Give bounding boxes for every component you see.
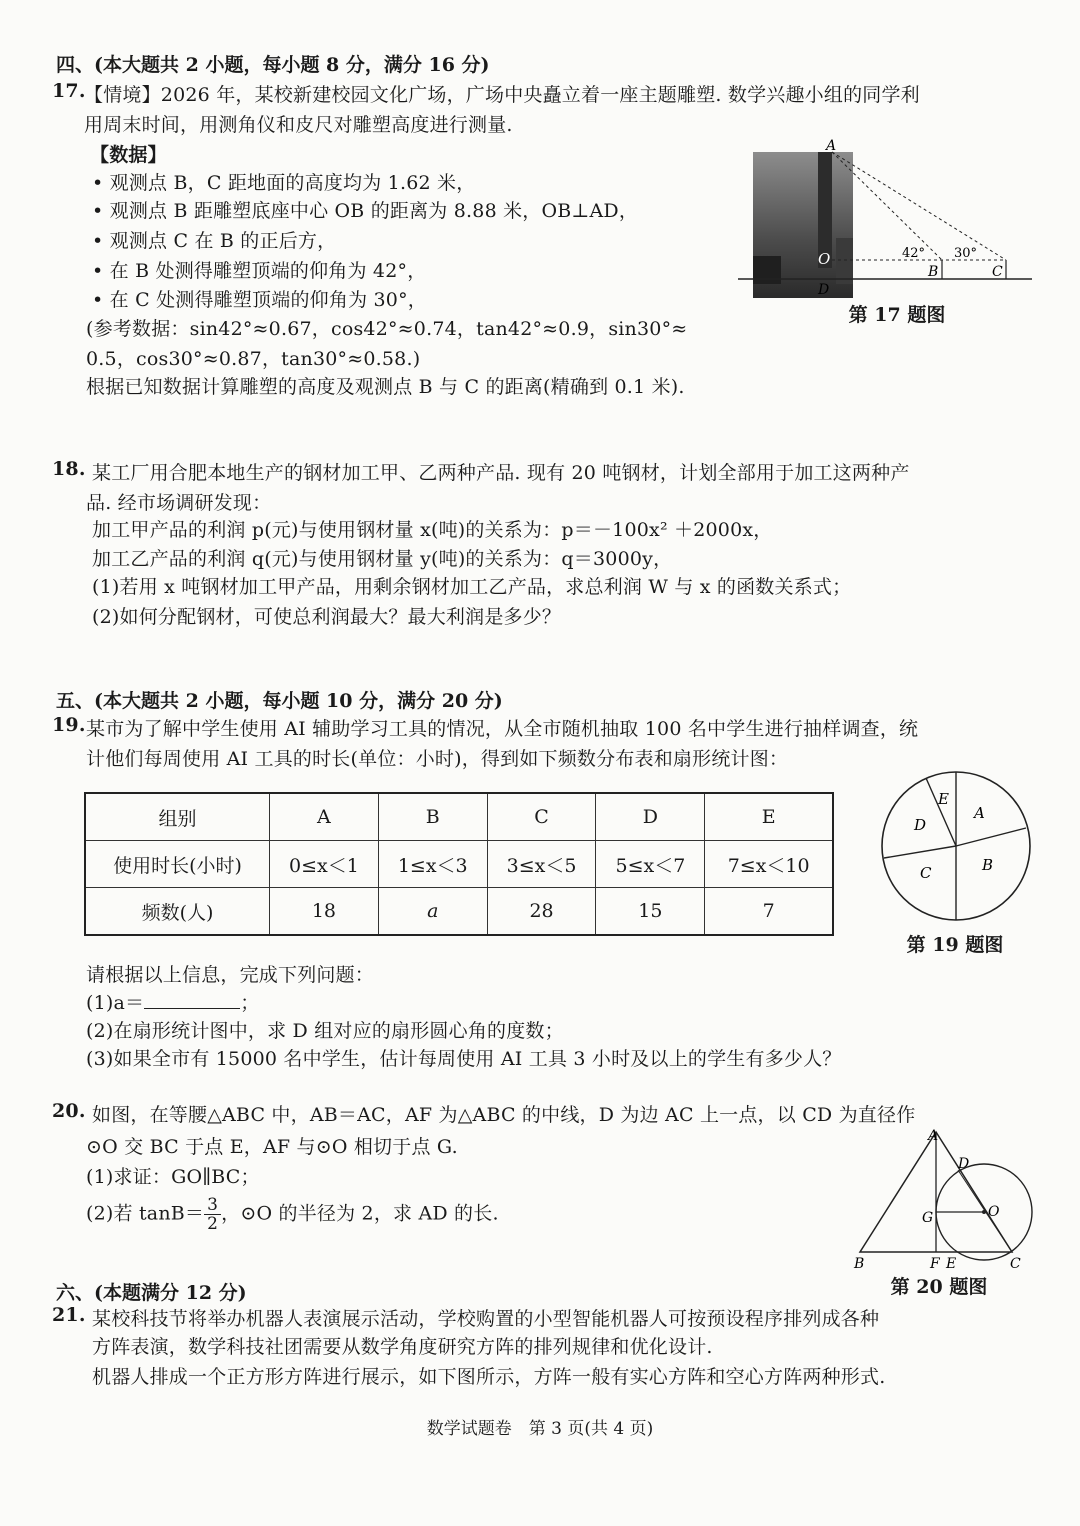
pie-divider bbox=[926, 778, 956, 846]
fig20-label-B: B bbox=[854, 1256, 865, 1272]
section-6-title: 六、(本题满分 12 分) bbox=[56, 1282, 247, 1304]
frequency-table bbox=[84, 792, 834, 936]
q17-reference-1: (参考数据：sin42°≈0.67，cos42°≈0.74，tan42°≈0.9，sin30°≈ bbox=[86, 318, 688, 340]
table-cell: 频数(人) bbox=[85, 888, 270, 936]
q21-line-2: 方阵表演，数学科技社团需要从数学角度研究方阵的排列规律和优化设计. bbox=[92, 1336, 713, 1358]
pie-chart-figure-19 bbox=[876, 766, 1036, 926]
q17-reference-2: 0.5，cos30°≈0.87，tan30°≈0.58.) bbox=[86, 348, 421, 370]
table-cell: 3≤x＜5 bbox=[487, 841, 596, 888]
pie-label-E: E bbox=[938, 790, 949, 808]
fig20-label-A: A bbox=[928, 1128, 939, 1144]
table-row bbox=[85, 888, 833, 936]
pie-divider bbox=[884, 846, 956, 858]
figure-20 bbox=[846, 1126, 1036, 1272]
table-cell: B bbox=[378, 793, 487, 841]
fig20-label-G: G bbox=[922, 1210, 934, 1226]
figure-19-caption: 第 19 题图 bbox=[906, 934, 1004, 956]
fraction-three-halves: $\frac{3}{2}$ bbox=[204, 1196, 221, 1233]
table-row bbox=[85, 841, 833, 888]
fig17-angle-42: 42° bbox=[902, 246, 926, 261]
question-19-number: 19. bbox=[52, 714, 86, 736]
fig20-label-O: O bbox=[988, 1204, 1000, 1220]
fig17-label-O: O bbox=[818, 250, 831, 268]
q18-line-4: 加工乙产品的利润 q(元)与使用钢材量 y(吨)的关系为：q＝3000y， bbox=[92, 548, 673, 570]
table-cell: 组别 bbox=[85, 793, 270, 841]
question-20-number: 20. bbox=[52, 1100, 86, 1122]
q19-part-3: (3)如果全市有 15000 名中学生，估计每周使用 AI 工具 3 小时及以上的学生有多少人？ bbox=[86, 1048, 842, 1070]
table-cell: 5≤x＜7 bbox=[596, 841, 705, 888]
sight-line-c bbox=[832, 152, 1006, 260]
q19-part-1: (1)a＝ ； bbox=[86, 992, 260, 1014]
section-4-title: 四、(本大题共 2 小题，每小题 8 分，满分 16 分) bbox=[56, 54, 490, 76]
table-cell: C bbox=[487, 793, 596, 841]
q17-bullet-4: • 在 B 处测得雕塑顶端的仰角为 42°， bbox=[92, 260, 427, 282]
q18-line-5: (1)若用 x 吨钢材加工甲产品，用剩余钢材加工乙产品，求总利润 W 与 x 的函数关系式； bbox=[92, 576, 852, 598]
q18-line-3: 加工甲产品的利润 p(元)与使用钢材量 x(吨)的关系为：p＝－100x² ＋2000x， bbox=[92, 519, 773, 541]
q17-task: 根据已知数据计算雕塑的高度及观测点 B 与 C 的距离(精确到 0.1 米). bbox=[86, 376, 685, 398]
fig20-label-C: C bbox=[1010, 1256, 1021, 1272]
q20-line-2: ⊙O 交 BC 于点 E，AF 与⊙O 相切于点 G. bbox=[86, 1136, 458, 1158]
table-cell: 18 bbox=[270, 888, 379, 936]
q17-bullet-2: • 观测点 B 距雕塑底座中心 OB 的距离为 8.88 米，OB⊥AD， bbox=[92, 200, 639, 222]
table-cell: A bbox=[270, 793, 379, 841]
table-cell: 0≤x＜1 bbox=[270, 841, 379, 888]
fig20-label-D: D bbox=[958, 1156, 970, 1172]
q17-line-1: 【情境】2026 年，某校新建校园文化广场，广场中央矗立着一座主题雕塑. 数学兴趣小组的同学利 bbox=[84, 84, 920, 106]
q17-data-title: 【数据】 bbox=[90, 144, 167, 166]
pie-label-D: D bbox=[914, 816, 927, 834]
question-18-number: 18. bbox=[52, 458, 86, 480]
table-row bbox=[85, 793, 833, 841]
table-cell: 28 bbox=[487, 888, 596, 936]
fig17-label-B: B bbox=[928, 264, 939, 280]
pie-label-C: C bbox=[920, 864, 932, 882]
answer-blank[interactable] bbox=[144, 990, 240, 1009]
q19-prompt: 请根据以上信息，完成下列问题： bbox=[86, 964, 375, 986]
fig17-label-A: A bbox=[826, 138, 837, 154]
pie-label-B: B bbox=[982, 856, 994, 874]
q20-line-3: (1)求证：GO∥BC； bbox=[86, 1166, 260, 1188]
table-cell: E bbox=[705, 793, 833, 841]
table-cell: 使用时长(小时) bbox=[85, 841, 270, 888]
q19-line-2: 计他们每周使用 AI 工具的时长(单位：小时)，得到如下频数分布表和扇形统计图： bbox=[86, 748, 789, 770]
fig17-label-D: D bbox=[818, 282, 830, 298]
q17-bullet-1: • 观测点 B，C 距地面的高度均为 1.62 米， bbox=[92, 172, 476, 194]
table-cell: 15 bbox=[596, 888, 705, 936]
question-17-number: 17. bbox=[52, 80, 86, 102]
fig17-label-C: C bbox=[992, 264, 1003, 280]
table-cell: 7 bbox=[705, 888, 833, 936]
q20-line-4: (2)若 tanB＝ $\frac{3}{2}$ ，⊙O 的半径为 2，求 AD 的长. bbox=[86, 1195, 499, 1234]
table-cell: a bbox=[378, 888, 487, 936]
q18-line-2: 品. 经市场调研发现： bbox=[86, 492, 272, 514]
figure-20-caption: 第 20 题图 bbox=[890, 1276, 988, 1298]
q20-line-1: 如图，在等腰△ABC 中，AB＝AC，AF 为△ABC 的中线，D 为边 AC 上一点，以 CD 为直径作 bbox=[92, 1104, 916, 1126]
q19-line-1: 某市为了解中学生使用 AI 辅助学习工具的情况，从全市随机抽取 100 名中学生进行抽样调查，统 bbox=[86, 718, 919, 740]
q18-line-6: (2)如何分配钢材，可使总利润最大？最大利润是多少？ bbox=[92, 606, 562, 628]
pie-label-A: A bbox=[974, 804, 985, 822]
q17-bullet-5: • 在 C 处测得雕塑顶端的仰角为 30°， bbox=[92, 289, 427, 311]
page-footer: 数学试题卷 第 3 页(共 4 页) bbox=[426, 1419, 654, 1439]
q17-line-2: 用周末时间，用测角仪和皮尺对雕塑高度进行测量. bbox=[84, 114, 513, 136]
q19-part-2: (2)在扇形统计图中，求 D 组对应的扇形圆心角的度数； bbox=[86, 1020, 564, 1042]
fig20-label-E: E bbox=[946, 1256, 957, 1272]
question-21-number: 21. bbox=[52, 1304, 86, 1326]
table-cell: 1≤x＜3 bbox=[378, 841, 487, 888]
q21-line-1: 某校科技节将举办机器人表演展示活动，学校购置的小型智能机器人可按预设程序排列成各种 bbox=[92, 1308, 880, 1330]
fig20-label-F: F bbox=[930, 1256, 940, 1272]
figure-17 bbox=[738, 138, 1038, 302]
table-cell: D bbox=[596, 793, 705, 841]
q17-bullet-3: • 观测点 C 在 B 的正后方， bbox=[92, 230, 337, 252]
figure-17-caption: 第 17 题图 bbox=[848, 304, 946, 326]
q18-line-1: 某工厂用合肥本地生产的钢材加工甲、乙两种产品. 现有 20 吨钢材，计划全部用于加工这两种产 bbox=[92, 462, 910, 484]
q21-line-3: 机器人排成一个正方形方阵进行展示，如下图所示，方阵一般有实心方阵和空心方阵两种形式. bbox=[92, 1366, 886, 1388]
section-5-title: 五、(本大题共 2 小题，每小题 10 分，满分 20 分) bbox=[56, 690, 503, 712]
fig17-angle-30: 30° bbox=[954, 246, 978, 261]
pie-divider bbox=[956, 828, 1026, 846]
table-cell: 7≤x＜10 bbox=[705, 841, 833, 888]
